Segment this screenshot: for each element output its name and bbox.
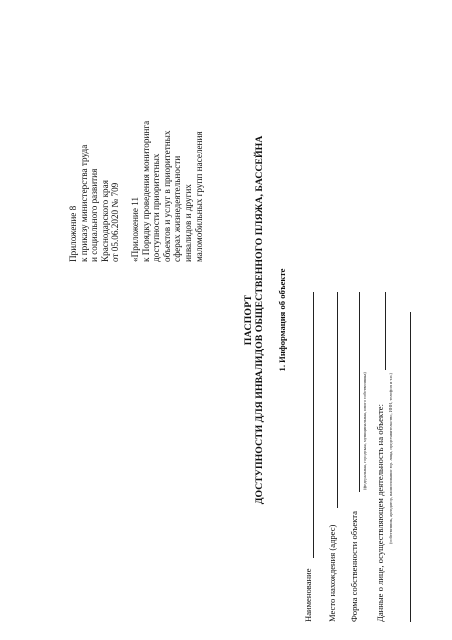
- name-field-label: Наименование: [303, 568, 313, 622]
- appendix-sub-line: к Порядку проведения мониторинга: [140, 120, 151, 262]
- appendix-line: Приложение 8: [68, 205, 78, 262]
- operator-field-label: Данные о лице, осуществляющем деятельность на объекте:: [375, 404, 385, 622]
- appendix-sub-line: маломобильных групп населения: [193, 131, 204, 262]
- document-title: [243, 40, 265, 600]
- appendix-spacer: [121, 42, 130, 262]
- ownership-hint: (федеральная, городская, муниципальная, иного собственника): [362, 372, 367, 490]
- appendix-line: и социального развития: [89, 168, 100, 262]
- operator-extra-line[interactable]: [410, 312, 411, 622]
- operator-hint: (собственник, арендатор, наименование юр. лица, представительство, ИНН, телефон и т.п.): [388, 373, 393, 544]
- ownership-field-line[interactable]: [359, 292, 360, 492]
- appendix-line: от 05.06.2020 № 709: [110, 182, 121, 262]
- appendix-block: [68, 42, 204, 262]
- appendix-sub-line: доступности приоритетных: [151, 153, 162, 262]
- appendix-sub-line: «Приложение 11: [129, 196, 140, 262]
- address-field-line[interactable]: [337, 292, 338, 508]
- operator-field: [372, 292, 386, 622]
- address-field: [324, 292, 338, 622]
- address-field-label: Место нахождения (адрес): [327, 524, 337, 622]
- title-subject: ДОСТУПНОСТИ ДЛЯ ИНВАЛИДОВ ОБЩЕСТВЕННОГО ПЛЯЖА, БАССЕЙНА: [254, 135, 265, 505]
- appendix-sub-line: сферах жизнедеятельности: [172, 155, 183, 262]
- appendix-sub-line: объектов и услуг в приоритетных: [161, 130, 172, 262]
- name-field: [300, 292, 314, 622]
- appendix-line: Краснодарского края: [99, 180, 110, 262]
- appendix-sub-line: инвалидов и других: [182, 184, 193, 262]
- ownership-field-label: Форма собственности объекта: [349, 511, 359, 622]
- appendix-line: к приказу министерства труда: [78, 144, 89, 262]
- ownership-field: [346, 292, 360, 622]
- operator-field-line[interactable]: [385, 292, 386, 370]
- name-field-line[interactable]: [313, 292, 314, 558]
- section-title: 1. Информация об объекте: [277, 268, 287, 372]
- title-passport: ПАСПОРТ: [243, 294, 254, 346]
